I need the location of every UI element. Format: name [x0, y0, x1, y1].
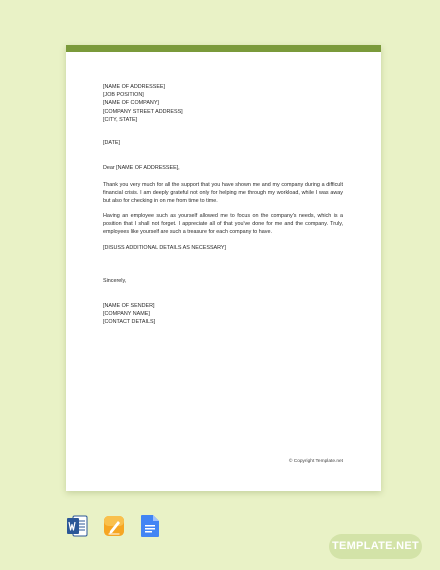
additional-details [103, 244, 343, 252]
paragraph-1 [103, 181, 343, 206]
copyright-notice: © Copyright Template.net [288, 459, 343, 464]
paragraph-2-text: Having an employee such as yourself allowed me to focus on the company's needs, which is a position that I shall not forget. I appreciate all of that you've done for me and the company. Truly, employees like yourself are such a treasure for each company to have. [103, 213, 343, 236]
date-text: [DATE] [103, 140, 120, 146]
sender-line: [COMPANY NAME] [103, 311, 150, 318]
template-net-badge[interactable]: TEMPLATE.NET [329, 534, 422, 559]
paragraph-2 [103, 212, 343, 237]
sender-line: [NAME OF SENDER] [103, 303, 155, 309]
header-accent-bar [66, 45, 381, 52]
google-docs-icon[interactable] [139, 514, 161, 538]
addressee-line: [JOB POSITION] [103, 92, 144, 99]
closing-text: Sincerely, [103, 278, 127, 284]
addressee-block [103, 83, 343, 124]
salutation-text: Dear [NAME OF ADDRESSEE], [103, 165, 180, 171]
pages-icon[interactable] [103, 514, 125, 538]
salutation [103, 164, 343, 172]
closing [103, 277, 343, 285]
additional-details-text: [DISUSS ADDITIONAL DETAILS AS NECESSARY] [103, 245, 227, 251]
date-line [103, 139, 343, 147]
paragraph-1-text: Thank you very much for all the support that you have shown me and my company during a difficult financial crisis. I am deeply grateful not only for helping me through my workload, while I was away but also for checking in on me from time to time. [103, 182, 343, 205]
addressee-line: [NAME OF ADDRESSEE] [103, 84, 166, 90]
addressee-line: [COMPANY STREET ADDRESS] [103, 108, 183, 115]
word-icon[interactable] [66, 514, 88, 538]
addressee-line: [CITY, STATE] [103, 116, 138, 123]
document-page [66, 45, 381, 491]
sender-line: [CONTACT DETAILS] [103, 319, 156, 326]
addressee-line: [NAME OF COMPANY] [103, 100, 159, 107]
sender-block [103, 302, 343, 327]
